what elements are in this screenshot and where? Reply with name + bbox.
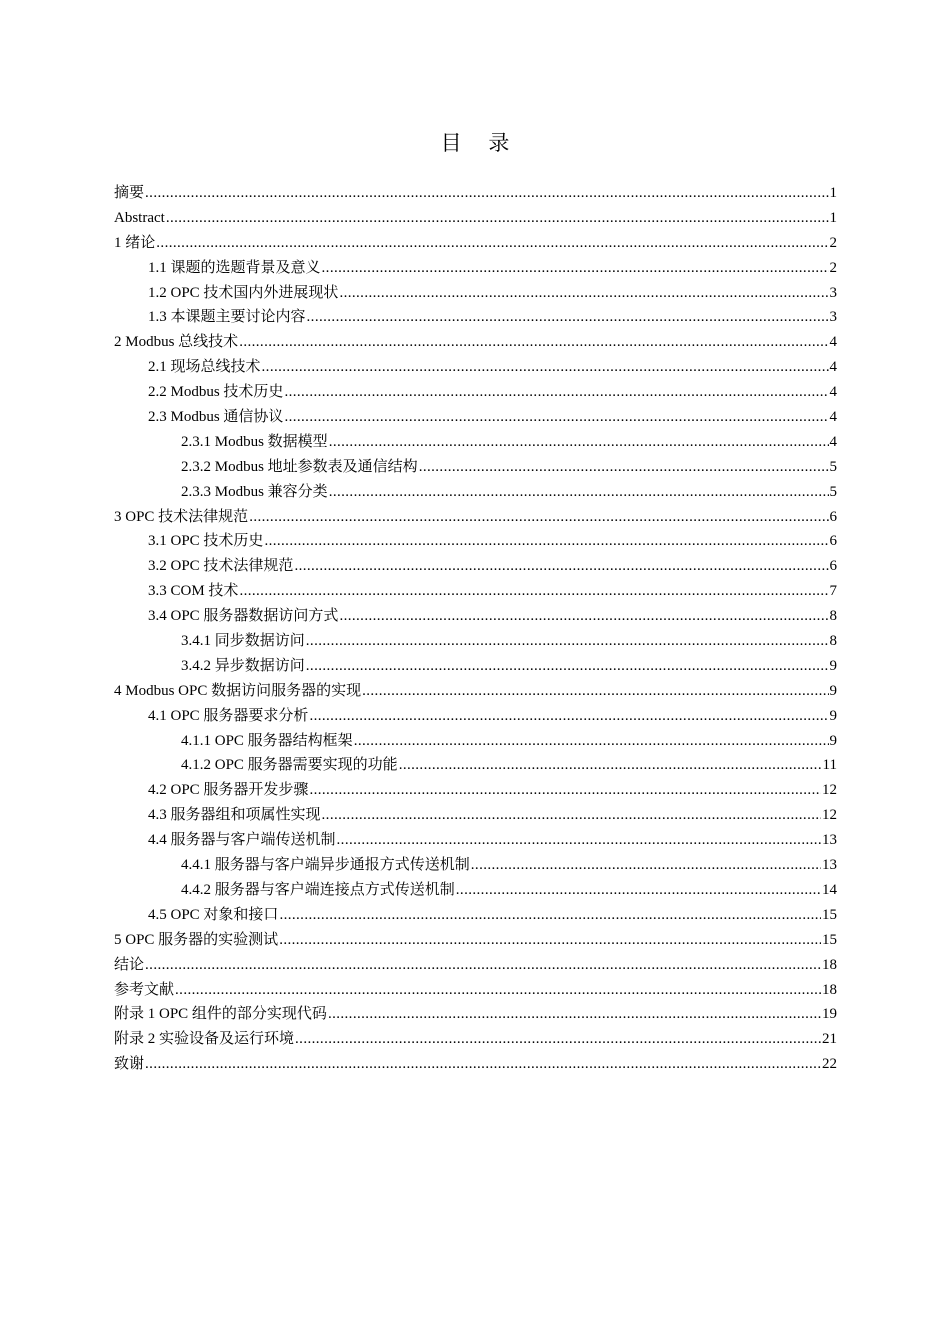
toc-entry[interactable] bbox=[114, 305, 837, 330]
dot-leader bbox=[306, 629, 829, 654]
toc-entry-page-number: 4 bbox=[829, 409, 837, 426]
toc-entry-label: 2.1 现场总线技术 bbox=[148, 359, 261, 376]
toc-entry-page-number: 12 bbox=[822, 782, 837, 799]
dot-leader bbox=[329, 480, 829, 505]
toc-entry-label: 2.3.1 Modbus 数据模型 bbox=[181, 433, 328, 450]
dot-leader bbox=[329, 430, 829, 455]
toc-entry-label: 4 Modbus OPC 数据访问服务器的实现 bbox=[114, 682, 362, 699]
dot-leader bbox=[354, 729, 829, 754]
dot-leader bbox=[262, 355, 829, 380]
toc-entry-label: 3.2 OPC 技术法律规范 bbox=[148, 558, 294, 575]
dot-leader bbox=[175, 978, 821, 1003]
dot-leader bbox=[284, 380, 828, 405]
toc-entry-label: 4.3 服务器组和项属性实现 bbox=[148, 807, 321, 824]
dot-leader bbox=[284, 405, 828, 430]
toc-entry-page-number: 8 bbox=[829, 608, 837, 625]
dot-leader bbox=[166, 206, 829, 231]
toc-entry-label: 3 OPC 技术法律规范 bbox=[114, 508, 249, 525]
dot-leader bbox=[239, 330, 828, 355]
dot-leader bbox=[337, 828, 821, 853]
dot-leader bbox=[249, 505, 828, 530]
toc-entry[interactable] bbox=[114, 629, 837, 654]
toc-entry[interactable] bbox=[114, 206, 837, 231]
toc-entry-label: 3.4 OPC 服务器数据访问方式 bbox=[148, 608, 339, 625]
toc-entry-label: 结论 bbox=[114, 956, 145, 973]
toc-entry-label: 4.5 OPC 对象和接口 bbox=[148, 906, 279, 923]
toc-entry[interactable] bbox=[114, 480, 837, 505]
toc-entry[interactable] bbox=[114, 355, 837, 380]
toc-entry[interactable] bbox=[114, 256, 837, 281]
dot-leader bbox=[419, 455, 829, 480]
toc-title: 目 录 bbox=[440, 131, 520, 155]
toc-entry-page-number: 3 bbox=[829, 309, 837, 326]
dot-leader bbox=[294, 554, 828, 579]
dot-leader bbox=[264, 529, 828, 554]
dot-leader bbox=[471, 853, 821, 878]
dot-leader bbox=[239, 579, 828, 604]
toc-entry-page-number: 1 bbox=[829, 185, 837, 201]
dot-leader bbox=[339, 281, 828, 306]
toc-entry-label: 2 Modbus 总线技术 bbox=[114, 334, 239, 351]
toc-entry[interactable] bbox=[114, 330, 837, 355]
toc-entry-label: 3.4.2 异步数据访问 bbox=[181, 657, 305, 674]
toc-entry-label: 4.1.1 OPC 服务器结构框架 bbox=[181, 732, 353, 749]
toc-entry-label: 4.1.2 OPC 服务器需要实现的功能 bbox=[181, 757, 398, 774]
dot-leader bbox=[145, 1052, 821, 1077]
toc-entry-page-number: 4 bbox=[829, 433, 837, 450]
toc-entry-page-number: 8 bbox=[829, 633, 837, 650]
toc-entry-label: 3.4.1 同步数据访问 bbox=[181, 633, 305, 650]
toc-entry[interactable] bbox=[114, 181, 837, 206]
toc-entry-page-number: 9 bbox=[829, 732, 837, 749]
toc-entry-page-number: 22 bbox=[822, 1056, 837, 1073]
dot-leader bbox=[156, 231, 828, 256]
dot-leader bbox=[339, 604, 828, 629]
dot-leader bbox=[322, 803, 821, 828]
dot-leader bbox=[456, 878, 821, 903]
toc-entry-page-number: 2 bbox=[829, 259, 837, 276]
toc-entry[interactable] bbox=[114, 604, 837, 629]
toc-entry[interactable] bbox=[114, 853, 837, 878]
toc-entry[interactable] bbox=[114, 529, 837, 554]
toc-entry[interactable] bbox=[114, 828, 837, 853]
toc-entry[interactable] bbox=[114, 729, 837, 754]
toc-entry-page-number: 6 bbox=[829, 508, 837, 525]
toc-entry-label: 3.1 OPC 技术历史 bbox=[148, 533, 264, 550]
toc-entry-page-number: 4 bbox=[829, 384, 837, 401]
dot-leader bbox=[322, 256, 829, 281]
toc-entry[interactable] bbox=[114, 928, 837, 953]
toc-entry-page-number: 9 bbox=[829, 682, 837, 699]
toc-entry-label: 摘要 bbox=[114, 185, 145, 201]
toc-entry[interactable] bbox=[114, 953, 837, 978]
toc-entry-page-number: 14 bbox=[822, 881, 837, 898]
toc-entry[interactable] bbox=[114, 878, 837, 903]
table-of-contents bbox=[114, 181, 837, 1077]
toc-entry-page-number: 13 bbox=[822, 857, 837, 874]
toc-entry[interactable] bbox=[114, 430, 837, 455]
toc-entry-page-number: 15 bbox=[822, 931, 837, 948]
toc-entry[interactable] bbox=[114, 380, 837, 405]
toc-entry-page-number: 6 bbox=[829, 533, 837, 550]
toc-entry-page-number: 2 bbox=[829, 234, 837, 251]
toc-entry[interactable] bbox=[114, 803, 837, 828]
toc-entry[interactable] bbox=[114, 654, 837, 679]
toc-entry-page-number: 13 bbox=[822, 832, 837, 849]
toc-entry[interactable] bbox=[114, 978, 837, 1003]
toc-entry-page-number: 3 bbox=[829, 284, 837, 301]
toc-entry-page-number: 18 bbox=[822, 981, 837, 998]
toc-entry-page-number: 1 bbox=[829, 209, 837, 226]
dot-leader bbox=[362, 679, 828, 704]
toc-entry[interactable] bbox=[114, 903, 837, 928]
dot-leader bbox=[279, 928, 821, 953]
toc-entry-label: 附录 2 实验设备及运行环境 bbox=[114, 1031, 295, 1048]
toc-entry[interactable] bbox=[114, 505, 837, 530]
toc-entry-label: 参考文献 bbox=[114, 981, 175, 998]
toc-entry-label: 1.3 本课题主要讨论内容 bbox=[148, 309, 306, 326]
dot-leader bbox=[307, 305, 829, 330]
toc-entry-page-number: 15 bbox=[822, 906, 837, 923]
toc-entry-page-number: 6 bbox=[829, 558, 837, 575]
toc-entry[interactable] bbox=[114, 753, 837, 778]
dot-leader bbox=[399, 753, 822, 778]
toc-entry-label: 2.3 Modbus 通信协议 bbox=[148, 409, 284, 426]
toc-entry-label: 4.4.1 服务器与客户端异步通报方式传送机制 bbox=[181, 857, 470, 874]
dot-leader bbox=[328, 1002, 821, 1027]
toc-entry-label: 5 OPC 服务器的实验测试 bbox=[114, 931, 279, 948]
toc-entry-page-number: 18 bbox=[822, 956, 837, 973]
toc-entry-label: 致谢 bbox=[114, 1056, 145, 1073]
toc-entry[interactable] bbox=[114, 679, 837, 704]
toc-entry[interactable] bbox=[114, 455, 837, 480]
toc-entry[interactable] bbox=[114, 579, 837, 604]
toc-entry[interactable] bbox=[114, 1027, 837, 1052]
dot-leader bbox=[309, 704, 828, 729]
toc-entry[interactable] bbox=[114, 405, 837, 430]
toc-entry[interactable] bbox=[114, 231, 837, 256]
toc-entry-label: 1 绪论 bbox=[114, 234, 156, 251]
toc-entry[interactable] bbox=[114, 1002, 837, 1027]
dot-leader bbox=[145, 953, 821, 978]
toc-entry-label: 2.3.2 Modbus 地址参数表及通信结构 bbox=[181, 458, 418, 475]
toc-entry-page-number: 9 bbox=[829, 657, 837, 674]
toc-entry[interactable] bbox=[114, 704, 837, 729]
toc-entry-label: 3.3 COM 技术 bbox=[148, 583, 239, 600]
toc-entry-page-number: 11 bbox=[822, 757, 837, 774]
toc-entry-page-number: 5 bbox=[829, 458, 837, 475]
toc-entry-label: 2.3.3 Modbus 兼容分类 bbox=[181, 483, 328, 500]
toc-entry-label: 4.4.2 服务器与客户端连接点方式传送机制 bbox=[181, 881, 455, 898]
toc-entry[interactable] bbox=[114, 554, 837, 579]
toc-entry-label: 4.1 OPC 服务器要求分析 bbox=[148, 707, 309, 724]
toc-entry-page-number: 5 bbox=[829, 483, 837, 500]
toc-entry-page-number: 4 bbox=[829, 359, 837, 376]
toc-entry-label: 2.2 Modbus 技术历史 bbox=[148, 384, 284, 401]
toc-entry-label: Abstract bbox=[114, 209, 165, 226]
toc-entry-page-number: 4 bbox=[829, 334, 837, 351]
toc-entry[interactable] bbox=[114, 281, 837, 306]
toc-entry[interactable] bbox=[114, 778, 837, 803]
dot-leader bbox=[309, 778, 821, 803]
toc-entry-label: 附录 1 OPC 组件的部分实现代码 bbox=[114, 1006, 327, 1023]
toc-entry-label: 4.2 OPC 服务器开发步骤 bbox=[148, 782, 309, 799]
toc-entry-label: 1.1 课题的选题背景及意义 bbox=[148, 259, 321, 276]
dot-leader bbox=[295, 1027, 821, 1052]
toc-entry-label: 1.2 OPC 技术国内外进展现状 bbox=[148, 284, 339, 301]
toc-entry-page-number: 12 bbox=[822, 807, 837, 824]
dot-leader bbox=[279, 903, 821, 928]
dot-leader bbox=[145, 181, 828, 206]
toc-entry-page-number: 19 bbox=[822, 1006, 837, 1023]
toc-entry-page-number: 7 bbox=[829, 583, 837, 600]
toc-entry-page-number: 21 bbox=[822, 1031, 837, 1048]
toc-entry-label: 4.4 服务器与客户端传送机制 bbox=[148, 832, 336, 849]
toc-entry-page-number: 9 bbox=[829, 707, 837, 724]
dot-leader bbox=[306, 654, 829, 679]
toc-entry[interactable] bbox=[114, 1052, 837, 1077]
